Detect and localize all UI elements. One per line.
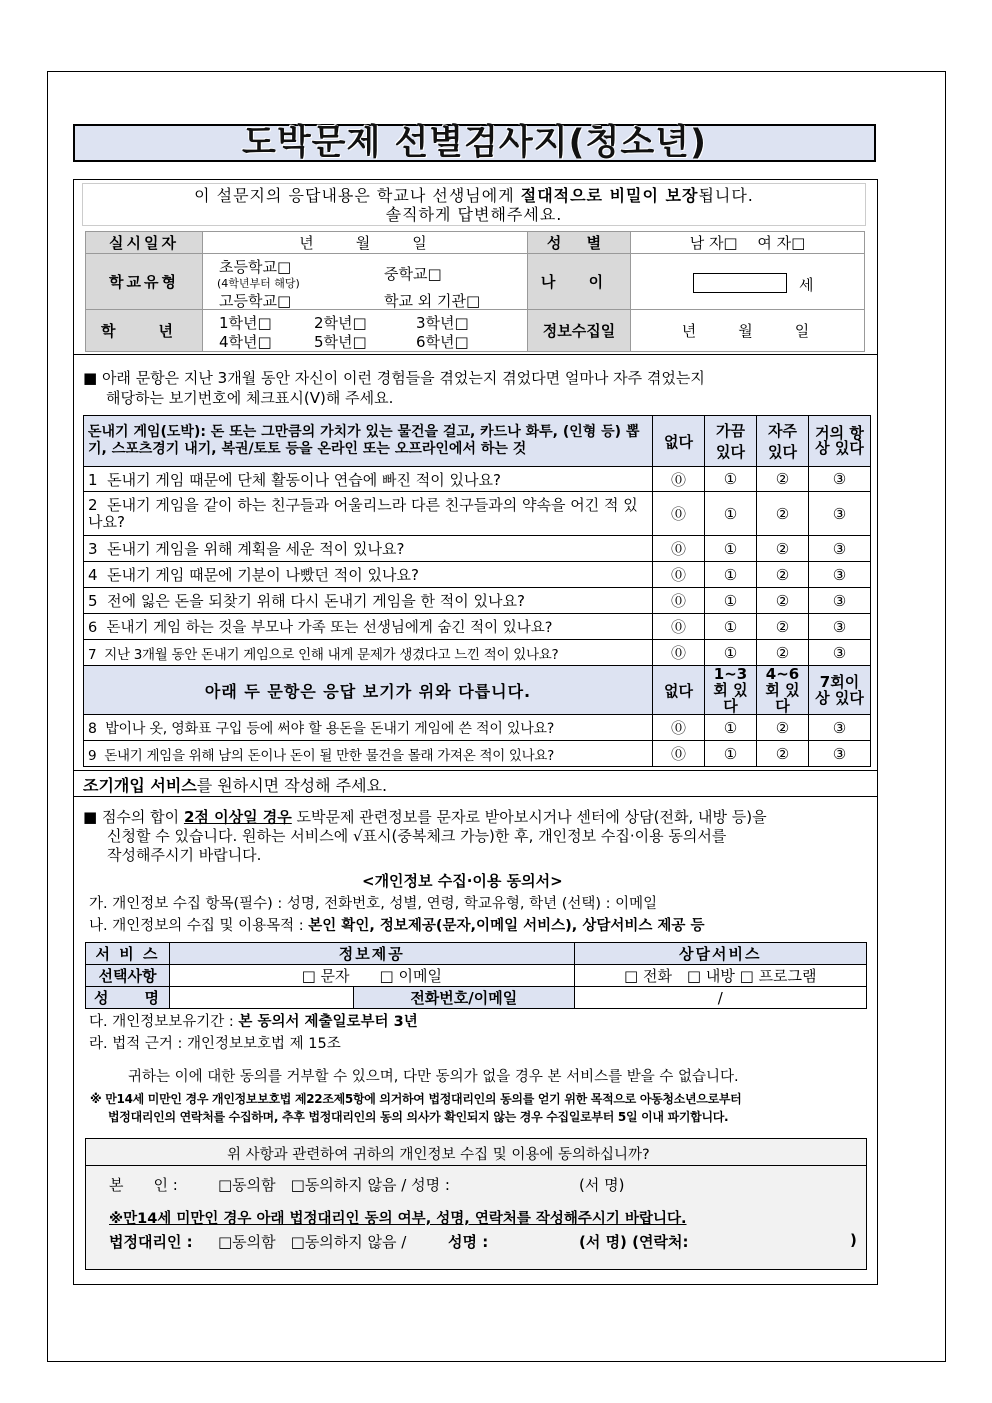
desc-text-end: 도박문제 관련정보를 문자로 받아보시거나 센터에 상담(전화, 내방 등)을 (291, 808, 767, 826)
answer-1[interactable]: ① (705, 741, 757, 767)
question-no: 7 (88, 646, 97, 663)
consent-divider (86, 1165, 866, 1166)
minor-notice-2: 법정대리인의 연락처를 수집하며, 추후 법정대리인의 동의 의사가 확인되지 않는 경우 수집일로부터 5일 이내 파기합니다. (108, 1110, 729, 1124)
self-sign[interactable]: (서 명) (579, 1176, 625, 1194)
answer-2[interactable]: ② (757, 467, 809, 492)
answer-1[interactable]: ① (705, 536, 757, 562)
question-text: 돈내기 게임 하는 것을 부모나 가족 또는 선생님에게 숨긴 적이 있나요? (106, 620, 553, 636)
gambling-definition: 돈내기 게임(도박): 돈 또는 그만큼의 가치가 있는 물건을 걸고, 카드나 화투, (인형 등) 뽑기, 스포츠경기 내기, 복권/토토 등을 온라인 또는 오프라인에서 하는 것 (84, 416, 653, 467)
self-consent-options[interactable]: □동의함 □동의하지 않음 / 성명 : (218, 1176, 450, 1194)
age-field[interactable] (631, 254, 865, 310)
early-rest: 를 원하시면 작성해 주세요. (196, 776, 388, 795)
answer-2[interactable]: ② (757, 715, 809, 741)
col-none: 없다 (653, 416, 705, 467)
gender-field[interactable]: 남 자□ 여 자□ (631, 232, 865, 254)
question-no: 4 (88, 566, 98, 584)
answer-3[interactable]: ③ (809, 467, 871, 492)
instruction-line2: 해당하는 보기번호에 체크표시(V)해 주세요. (106, 389, 394, 407)
answer-0[interactable]: ⓪ (653, 614, 705, 640)
respondent-info-table (85, 231, 865, 352)
consent-box (85, 1138, 867, 1270)
early-intervention-heading (83, 773, 387, 796)
table-row (84, 741, 871, 767)
grade-5[interactable]: 5학년□ (314, 333, 367, 351)
answer-0[interactable]: ⓪ (653, 588, 705, 614)
col2-1-3: 1~3회 있다 (705, 666, 757, 715)
desc-text: ■ 점수의 합이 (83, 808, 184, 826)
notice-text: 이 설문지의 응답내용은 학교나 선생님에게 (194, 186, 521, 205)
table-row (84, 536, 871, 562)
contact-label: 전화번호/이메일 (354, 987, 575, 1009)
table-row (84, 492, 871, 536)
elementary-option[interactable]: 초등학교□ (219, 258, 292, 276)
service-table (85, 942, 867, 1009)
name-label: 성 명 (86, 987, 170, 1009)
answer-3[interactable]: ③ (809, 536, 871, 562)
collect-date-label: 정보수집일 (528, 310, 631, 352)
col2-4-6: 4~6회 있다 (757, 666, 809, 715)
early-desc-1 (83, 806, 767, 827)
col-often: 자주 있다 (757, 416, 809, 467)
question-no: 9 (88, 747, 97, 764)
second-section-header: 아래 두 문항은 응답 보기가 위와 다릅니다. (84, 666, 653, 715)
divider-3 (73, 796, 878, 797)
table-row (84, 715, 871, 741)
question-2 (84, 492, 653, 536)
answer-1[interactable]: ① (705, 562, 757, 588)
retention-label: 다. 개인정보보유기간 : (89, 1014, 239, 1030)
guardian-sign-contact[interactable]: (서 명) (연락처: (579, 1233, 689, 1251)
refuse-notice: 귀하는 이에 대한 동의를 거부할 수 있으며, 다만 동의가 없을 경우 본 서비스를 받을 수 없습니다. (128, 1069, 739, 1085)
question-text: 밥이나 옷, 영화표 구입 등에 써야 할 용돈을 돈내기 게임에 쓴 적이 있나요? (105, 720, 555, 737)
answer-0[interactable]: ⓪ (653, 536, 705, 562)
info-options[interactable]: □ 문자 □ 이메일 (170, 965, 575, 987)
counsel-options[interactable]: □ 전화 □ 내방 □ 프로그램 (574, 965, 866, 987)
collect-date-field[interactable]: 년 월 일 (631, 310, 865, 352)
collect-purpose (89, 914, 704, 935)
answer-1[interactable]: ① (705, 715, 757, 741)
consent-form-title: <개인정보 수집·이용 동의서> (362, 872, 563, 890)
question-text: 돈내기 게임을 같이 하는 친구들과 어울리느라 다른 친구들과의 약속을 어긴 적 있나요? (88, 495, 638, 531)
answer-2[interactable]: ② (757, 741, 809, 767)
table-row (84, 562, 871, 588)
answer-2[interactable]: ② (757, 588, 809, 614)
age-label: 나 이 (528, 254, 631, 310)
question-no: 2 (88, 495, 98, 514)
answer-0[interactable]: ⓪ (653, 562, 705, 588)
choice-label: 선택사항 (86, 965, 170, 987)
contact-field[interactable]: / (574, 987, 866, 1009)
gender-label: 성 별 (528, 232, 631, 254)
answer-2[interactable]: ② (757, 562, 809, 588)
notice-bold: 절대적으로 비밀이 보장 (520, 186, 699, 205)
answer-2[interactable]: ② (757, 640, 809, 666)
answer-0[interactable]: ⓪ (653, 715, 705, 741)
question-text: 지난 3개월 동안 돈내기 게임으로 인해 내게 문제가 생겼다고 느낀 적이 있나요? (104, 646, 559, 663)
answer-3[interactable]: ③ (809, 588, 871, 614)
outside-option[interactable]: 학교 외 기관□ (384, 292, 481, 310)
name-field[interactable] (170, 987, 354, 1009)
age-unit: 세 (799, 276, 814, 294)
notice-line2: 솔직하게 답변해주세요. (385, 205, 563, 224)
answer-1[interactable]: ① (705, 588, 757, 614)
questionnaire-table (83, 415, 871, 767)
col-almost-always: 거의 항상 있다 (809, 416, 871, 467)
legal-basis: 라. 법적 근거 : 개인정보보호법 제 15조 (89, 1036, 341, 1052)
guardian-label: 법정대리인 : (109, 1233, 193, 1251)
date-field[interactable]: 년 월 일 (203, 232, 528, 254)
question-text: 돈내기 게임 때문에 단체 활동이나 연습에 빠진 적이 있나요? (107, 470, 501, 489)
question-1 (84, 467, 653, 492)
self-label: 본 인 : (109, 1176, 178, 1194)
answer-3[interactable]: ③ (809, 741, 871, 767)
minor-guardian-note: ※만14세 미만인 경우 아래 법정대리인 동의 여부, 성명, 연락처를 작성해주시기 바랍니다. (109, 1211, 687, 1227)
question-4 (84, 562, 653, 588)
confidential-notice (82, 183, 866, 226)
table-row (84, 614, 871, 640)
question-5 (84, 588, 653, 614)
grade-3[interactable]: 3학년□ (416, 314, 469, 332)
question-no: 1 (88, 470, 98, 489)
table-row (84, 467, 871, 492)
retention-period (89, 1010, 418, 1031)
grade-6[interactable]: 6학년□ (416, 333, 469, 351)
answer-3[interactable]: ③ (809, 562, 871, 588)
early-bold: 조기개입 서비스 (83, 776, 197, 795)
page-title: 도박문제 선별검사지(청소년) (73, 124, 876, 162)
question-no: 8 (88, 720, 97, 737)
table-row (84, 588, 871, 614)
divider-2 (73, 770, 878, 771)
col2-7plus: 7회이상 있다 (809, 666, 871, 715)
early-desc-3: 작성해주시기 바랍니다. (107, 846, 262, 864)
col-sometimes: 가끔 있다 (705, 416, 757, 467)
question-text: 돈내기 게임을 위해 계획을 세운 적이 있나요? (107, 540, 405, 558)
question-7 (84, 640, 653, 666)
high-option[interactable]: 고등학교□ (219, 292, 292, 310)
answer-1[interactable]: ① (705, 467, 757, 492)
answer-1[interactable]: ① (705, 640, 757, 666)
question-no: 3 (88, 540, 98, 558)
question-6 (84, 614, 653, 640)
counsel-service-header: 상담서비스 (574, 943, 866, 965)
answer-0[interactable]: ⓪ (653, 492, 705, 536)
answer-3[interactable]: ③ (809, 492, 871, 536)
info-service-header: 정보제공 (170, 943, 575, 965)
question-text: 전에 잃은 돈을 되찾기 위해 다시 돈내기 게임을 한 적이 있나요? (107, 592, 525, 610)
early-desc-2: 신청할 수 있습니다. 원하는 서비스에 √표시(중복체크 가능)한 후, 개인정보 수집·이용 동의서를 (107, 827, 727, 845)
notice-text-end: 됩니다. (698, 186, 754, 205)
divider-1 (73, 354, 878, 355)
service-header: 서 비 스 (86, 943, 170, 965)
collect-items: 가. 개인정보 수집 항목(필수) : 성명, 전화번호, 성별, 연령, 학교유형, 학년 (선택) : 이메일 (89, 896, 658, 912)
answer-3[interactable]: ③ (809, 640, 871, 666)
col2-none: 없다 (653, 666, 705, 715)
question-no: 5 (88, 592, 98, 610)
answer-0[interactable]: ⓪ (653, 640, 705, 666)
answer-3[interactable]: ③ (809, 715, 871, 741)
question-text: 돈내기 게임을 위해 남의 돈이나 돈이 될 만한 물건을 몰래 가져온 적이 있나요? (104, 747, 555, 764)
desc-bold: 2점 이상일 경우 (183, 808, 292, 826)
elementary-note: (4학년부터 해당) (217, 277, 300, 290)
question-3 (84, 536, 653, 562)
question-9 (84, 741, 653, 767)
answer-2[interactable]: ② (757, 492, 809, 536)
table-row (84, 640, 871, 666)
answer-1[interactable]: ① (705, 492, 757, 536)
grade-1[interactable]: 1학년□ (219, 314, 272, 332)
guardian-name-label: 성명 : (448, 1233, 489, 1251)
question-8 (84, 715, 653, 741)
answer-0[interactable]: ⓪ (653, 467, 705, 492)
answer-2[interactable]: ② (757, 614, 809, 640)
answer-1[interactable]: ① (705, 614, 757, 640)
guardian-consent-options[interactable]: □동의함 □동의하지 않음 / (218, 1233, 407, 1251)
minor-notice-1: ※ 만14세 미만인 경우 개인정보보호법 제22조제5항에 의거하여 법정대리인의 동의를 얻기 위한 목적으로 아동청소년으로부터 (90, 1092, 742, 1106)
question-text: 돈내기 게임 때문에 기분이 나빴던 적이 있나요? (107, 566, 419, 584)
answer-0[interactable]: ⓪ (653, 741, 705, 767)
school-type-options[interactable] (203, 254, 528, 310)
school-type-label: 학교유형 (86, 254, 203, 310)
guardian-close-paren: ) (850, 1231, 857, 1249)
purpose-value: 본인 확인, 정보제공(문자,이메일 서비스), 상담서비스 제공 등 (308, 918, 705, 934)
consent-question: 위 사항과 관련하여 귀하의 개인정보 수집 및 이용에 동의하십니까? (227, 1147, 650, 1163)
grade-4[interactable]: 4학년□ (219, 333, 272, 351)
answer-2[interactable]: ② (757, 536, 809, 562)
instruction-line1: ■ 아래 문항은 지난 3개월 동안 자신이 이런 경험들을 겪었는지 겪었다면 얼마나 자주 겪었는지 (83, 369, 705, 387)
purpose-label: 나. 개인정보의 수집 및 이용목적 : (89, 918, 309, 934)
middle-option[interactable]: 중학교□ (384, 265, 442, 283)
grade-options[interactable] (203, 310, 528, 352)
question-no: 6 (88, 620, 98, 636)
retention-value: 본 동의서 제출일로부터 3년 (238, 1014, 418, 1030)
grade-2[interactable]: 2학년□ (314, 314, 367, 332)
date-label: 실시일자 (86, 232, 203, 254)
age-input[interactable] (693, 273, 787, 293)
grade-label: 학 년 (86, 310, 203, 352)
answer-3[interactable]: ③ (809, 614, 871, 640)
